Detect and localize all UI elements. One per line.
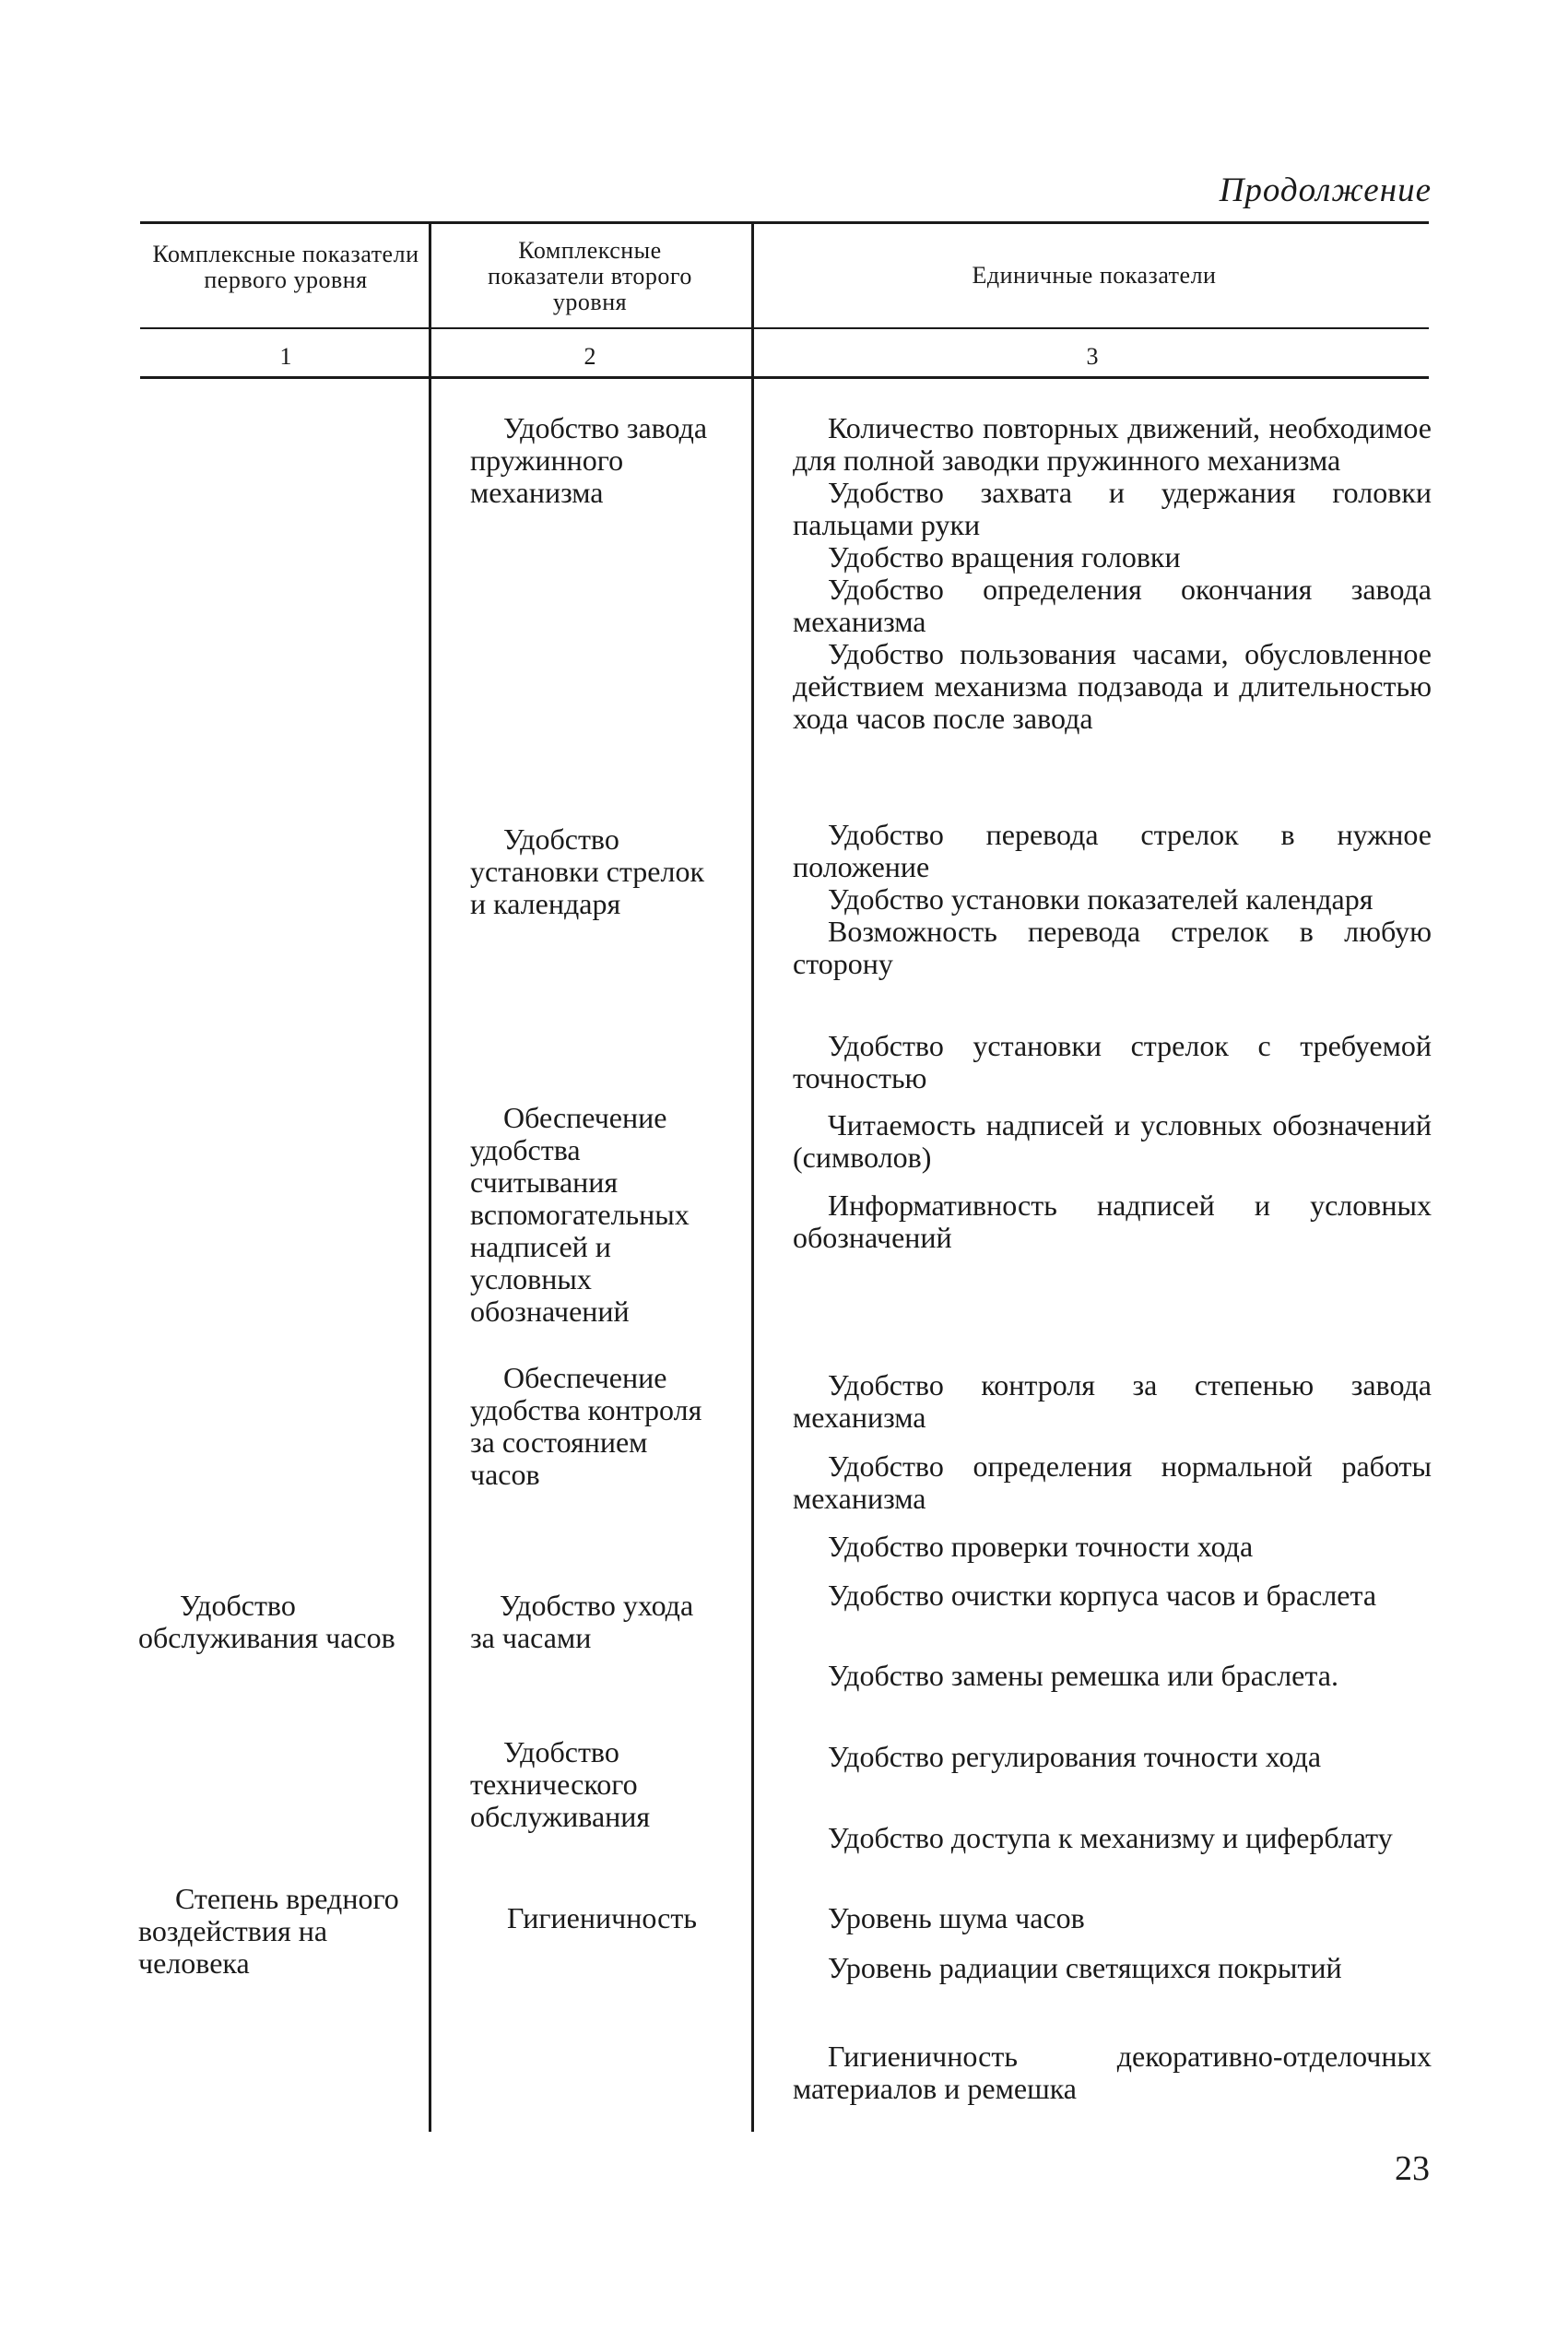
col3-item-precision: Удобство установки стрелок с требуемой точностью bbox=[793, 1029, 1432, 1094]
col2-item-readability: Обеспечение удобства считывания вспомогательных надписей и условных обозначений bbox=[470, 1101, 690, 1328]
col1-item-harm: Степень вредного воздействия на человека bbox=[138, 1882, 399, 1980]
col1-item-service: Удобство обслуживания часов bbox=[138, 1589, 395, 1654]
colnum-3: 3 bbox=[1086, 343, 1099, 370]
col3-item-radiation: Уровень радиации светящихся покрытий bbox=[828, 1951, 1342, 1984]
col3-item: Удобство установки показателей календаря bbox=[828, 882, 1373, 916]
col3-item-readability: Читаемость надписей и условных обозначений (символов) bbox=[793, 1108, 1432, 1174]
table-top-rule bbox=[140, 221, 1429, 224]
col3-group-winding bbox=[793, 412, 1432, 735]
colnum-1: 1 bbox=[279, 343, 292, 370]
col2-item-hands-calendar: Удобство установки стрелок и календаря bbox=[470, 822, 704, 920]
col3-item-informativeness: Информативность надписей и условных обозначений bbox=[793, 1189, 1432, 1254]
col2-item-maintenance: Удобство технического обслуживания bbox=[470, 1735, 651, 1833]
col3-item-access: Удобство доступа к механизму и циферблату bbox=[828, 1821, 1393, 1854]
col2-item-condition-control: Обеспечение удобства контроля за состоянием часов bbox=[470, 1361, 702, 1491]
col2-item-care: Удобство ухода за часами bbox=[470, 1589, 694, 1654]
col3-item-noise: Уровень шума часов bbox=[828, 1901, 1085, 1934]
header-bottom-rule bbox=[140, 327, 1429, 329]
header-col3: Единичные показатели bbox=[972, 262, 1217, 289]
col3-item: Удобство пользования часами, обусловленное действием механизма подзавода и длительностью хода часов после завода bbox=[793, 637, 1432, 735]
col3-item: Удобство определения окончания завода механизма bbox=[793, 573, 1432, 638]
page-number: 23 bbox=[1395, 2149, 1430, 2188]
col3-item-materials-hygiene: Гигиеничность декоративно-отделочных материалов и ремешка bbox=[793, 2040, 1432, 2105]
header-col2: Комплексные показатели второго уровня bbox=[488, 237, 692, 315]
col2-item-hygiene: Гигиеничность bbox=[507, 1901, 697, 1934]
col2-item-winding: Удобство завода пружинного механизма bbox=[470, 411, 708, 509]
col3-item: Удобство захвата и удержания головки пальцами руки bbox=[793, 476, 1432, 541]
col3-item: Возможность перевода стрелок в любую сторону bbox=[793, 915, 1432, 980]
col3-item-strap-change: Удобство замены ремешка или браслета. bbox=[828, 1659, 1338, 1692]
column-divider-1 bbox=[429, 223, 431, 2132]
col3-item-cleaning: Удобство очистки корпуса часов и браслета bbox=[828, 1579, 1377, 1612]
continuation-label: Продолжение bbox=[1219, 171, 1432, 209]
col3-item-winding-control: Удобство контроля за степенью завода механизма bbox=[793, 1368, 1432, 1434]
col3-item: Удобство перевода стрелок в нужное положение bbox=[793, 818, 1432, 883]
col3-item-normal-operation: Удобство определения нормальной работы механизма bbox=[793, 1449, 1432, 1515]
header-col1: Комплексные показатели первого уровня bbox=[152, 241, 419, 293]
colnum-bottom-rule bbox=[140, 376, 1429, 379]
col3-group-hands bbox=[793, 819, 1432, 980]
col3-item-regulation: Удобство регулирования точности хода bbox=[828, 1740, 1322, 1773]
column-divider-2 bbox=[751, 223, 754, 2132]
col3-item-rate-check: Удобство проверки точности хода bbox=[828, 1530, 1254, 1563]
col3-item: Удобство вращения головки bbox=[828, 540, 1181, 574]
col3-item: Количество повторных движений, необходимое для полной заводки пружинного механизма bbox=[793, 411, 1432, 477]
colnum-2: 2 bbox=[584, 343, 596, 370]
